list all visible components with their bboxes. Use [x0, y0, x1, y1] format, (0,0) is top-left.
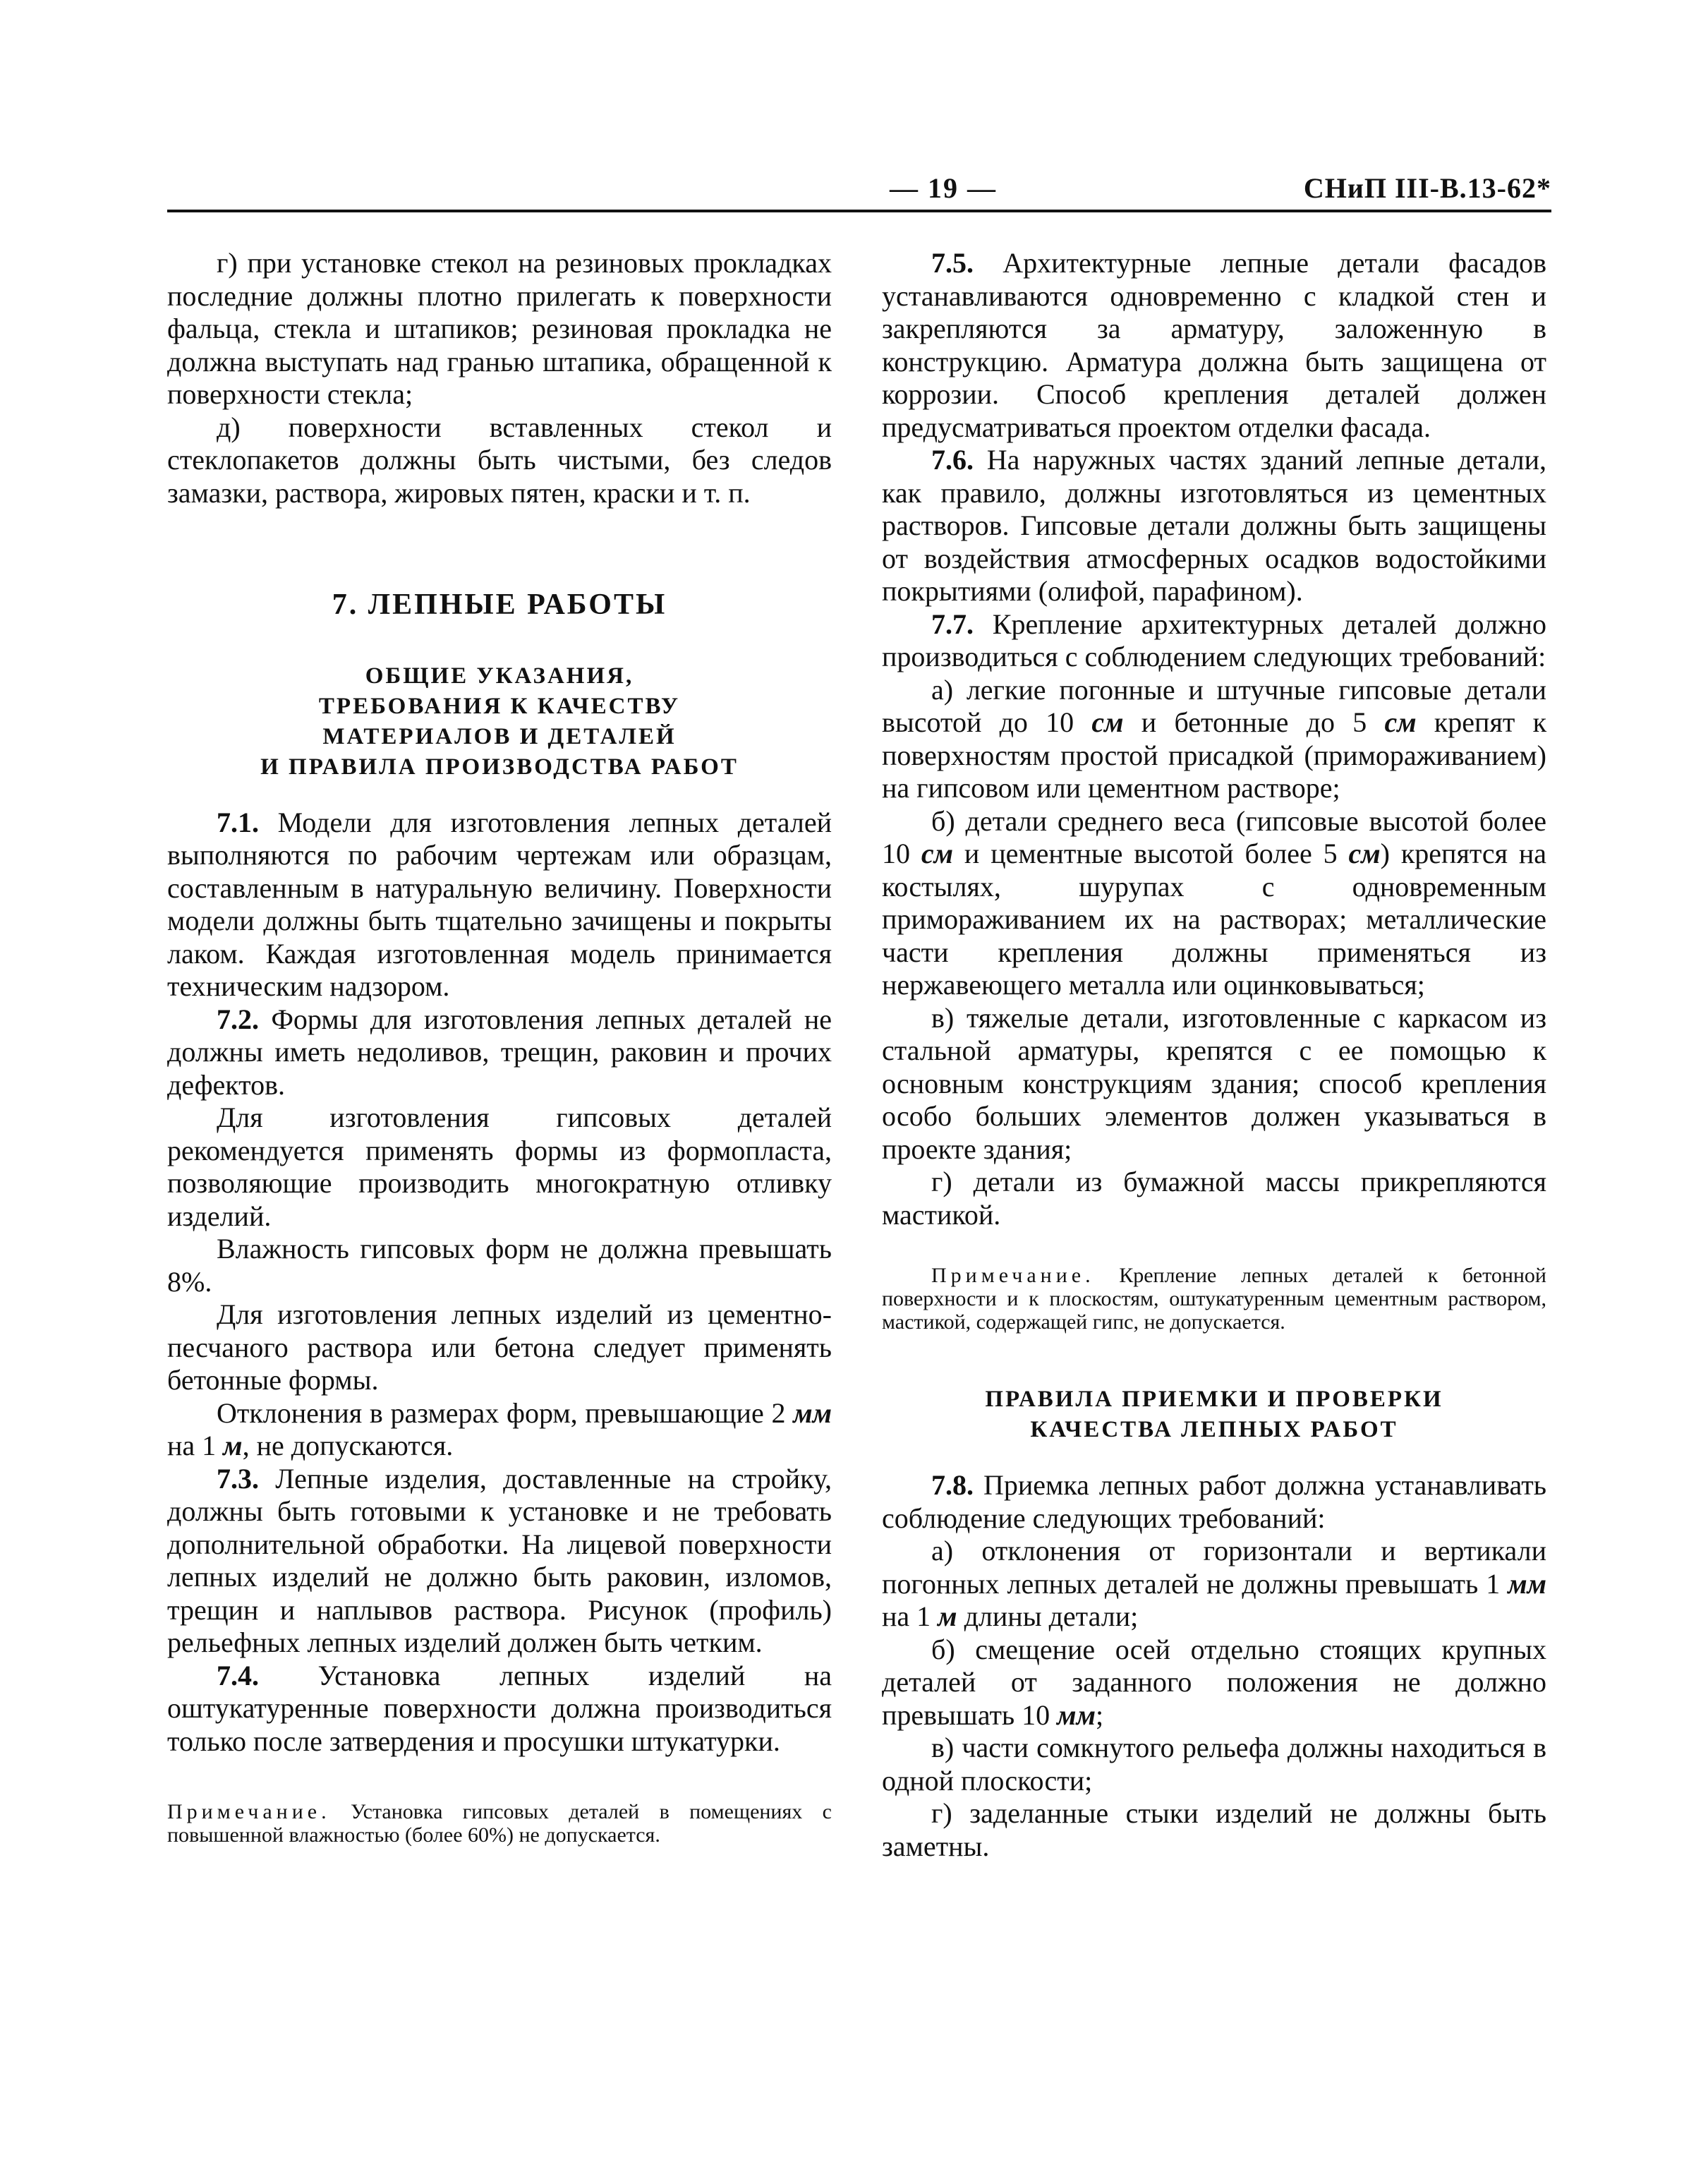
unit: м	[223, 1430, 243, 1461]
paragraph-text: Архитектурные лепные детали фасадов устанавливаются одновременно с кладкой стен и закрепляются за арматуру, заложенную в конструкцию. Арматура должна быть защищена от коррозии. Способ крепления деталей должен предусматриваться проектом отделки фасада.	[882, 247, 1546, 443]
page-number: — 19 —	[890, 172, 997, 204]
paragraph-text: ;	[1095, 1698, 1104, 1731]
paragraph-text: а) отклонения от горизонтали и вертикали погонных лепных деталей не должны превышать 1	[882, 1535, 1546, 1600]
paragraph-text: б) смещение осей отдельно стоящих крупных деталей от заданного положения не должно превышать 10	[882, 1633, 1546, 1731]
note-label: Примечание.	[167, 1800, 331, 1823]
section-title: 7. ЛЕПНЫЕ РАБОТЫ	[332, 588, 667, 621]
paragraph-7-1	[167, 807, 832, 1003]
subtitle-line: МАТЕРИАЛОВ И ДЕТАЛЕЙ	[322, 723, 677, 749]
paragraph-text: б) детали среднего веса (гипсовые высотой более 10	[882, 804, 1546, 869]
note-left	[167, 1800, 832, 1847]
unit: см	[1091, 706, 1124, 738]
unit: см	[921, 838, 954, 869]
left-column	[167, 247, 832, 1847]
clause-number: 7.5.	[931, 247, 974, 279]
subtitle-line: ТРЕБОВАНИЯ К КАЧЕСТВУ	[318, 693, 681, 719]
list-item-b	[882, 1634, 1546, 1732]
paragraph-text: на 1	[167, 1430, 224, 1461]
paragraph-7-2-d: Для изготовления лепных изделий из цементно-песчаного раствора или бетона следует применять бетонные формы.	[167, 1298, 832, 1396]
unit: мм	[793, 1396, 832, 1429]
clause-number: 7.2.	[217, 1003, 259, 1035]
unit: см	[1348, 838, 1381, 869]
clause-number: 7.7.	[931, 608, 974, 640]
clause-number: 7.3.	[217, 1462, 259, 1495]
list-item-v: в) части сомкнутого рельефа должны находиться в одной плоскости;	[882, 1732, 1546, 1797]
paragraph-text: Приемка лепных работ должна устанавливать соблюдение следующих требований:	[882, 1469, 1546, 1534]
paragraph-7-5	[882, 247, 1546, 444]
paragraph-text: Установка лепных изделий на оштукатуренные поверхности должна производиться только после затвердения и просушки штукатурки.	[167, 1659, 832, 1757]
paragraph-text: а) легкие погонные и штучные гипсовые детали высотой до 10	[882, 673, 1546, 738]
page-header	[167, 171, 1551, 212]
right-column	[882, 247, 1546, 1863]
paragraph-7-2-e	[167, 1397, 832, 1463]
paragraph-text: Формы для изготовления лепных деталей не должны иметь недоливов, трещин, раковин и прочих дефектов.	[167, 1003, 832, 1101]
list-item-g: г) детали из бумажной массы прикрепляются мастикой.	[882, 1166, 1546, 1231]
paragraph-7-6	[882, 444, 1546, 608]
subtitle-line: И ПРАВИЛА ПРОИЗВОДСТВА РАБОТ	[260, 754, 739, 780]
unit: мм	[1057, 1698, 1096, 1731]
paragraph-text: Крепление архитектурных деталей должно производиться с соблюдением следующих требований:	[882, 608, 1546, 672]
paragraph-text: длины детали;	[957, 1600, 1139, 1632]
paragraph-text: На наружных частях зданий лепные детали, как правило, должны изготовляться из цементных растворов. Гипсовые детали должны быть защищены от воздействия атмосферных осадков водостойкими покрытиями (олифой, парафином).	[882, 444, 1546, 607]
clause-number: 7.4.	[217, 1659, 259, 1691]
section-subtitle	[167, 661, 832, 783]
paragraph-text: Модели для изготовления лепных деталей выполняются по рабочим чертежам или образцам, составленным в натуральную величину. Поверхности модели должны быть тщательно зачищены и покрыты лаком. Каждая изготовленная модель принимается техническим надзором.	[167, 806, 832, 1002]
paragraph-7-7	[882, 608, 1546, 674]
note-text: Крепление лепных деталей к бетонной поверхности и к плоскостям, оштукатуренным цементным раствором, мастикой, содержащей гипс, не допускается.	[882, 1264, 1546, 1334]
list-item-b	[882, 805, 1546, 1002]
clause-number: 7.1.	[217, 806, 259, 838]
document-code: СНиП III-В.13-62*	[1303, 172, 1551, 204]
section-subtitle	[882, 1384, 1546, 1445]
paragraph-7-2	[167, 1003, 832, 1102]
paragraph-text: крепят к поверхностям простой присадкой (примораживанием) на гипсовом или цементном растворе;	[882, 706, 1546, 804]
unit: м	[938, 1600, 957, 1632]
paragraph-text: и бетонные до 5	[1123, 706, 1385, 738]
header-rule	[167, 210, 1551, 212]
paragraph-text: и цементные высотой более 5	[953, 838, 1349, 869]
note-right	[882, 1264, 1546, 1334]
paragraph-7-4	[167, 1660, 832, 1758]
list-item-g: г) заделанные стыки изделий не должны быть заметны.	[882, 1797, 1546, 1862]
note-text: Установка гипсовых деталей в помещениях с повышенной влажностью (более 60%) не допускается.	[167, 1800, 832, 1847]
subtitle-line: КАЧЕСТВА ЛЕПНЫХ РАБОТ	[1030, 1417, 1398, 1442]
paragraph-text: , не допускаются.	[242, 1430, 454, 1461]
unit: мм	[1508, 1567, 1546, 1600]
paragraph-7-2-c: Влажность гипсовых форм не должна превышать 8%.	[167, 1233, 832, 1298]
list-item-v: в) тяжелые детали, изготовленные с каркасом из стальной арматуры, крепятся с ее помощью к основным конструкциям здания; способ крепления особо больших элементов должен указываться в проекте здания;	[882, 1001, 1546, 1165]
paragraph-7-8	[882, 1469, 1546, 1535]
list-item-d: д) поверхности вставленных стекол и стеклопакетов должны быть чистыми, без следов замазки, раствора, жировых пятен, краски и т. п.	[167, 411, 832, 509]
paragraph-7-3	[167, 1463, 832, 1660]
paragraph-text: на 1	[882, 1600, 938, 1632]
paragraph-text: ) крепятся на костылях, шурупах с одновременным примораживанием их на растворах; металлические части крепления должны применяться из нержавеющего металла или оцинковываться;	[882, 838, 1547, 1001]
paragraph-text: Лепные изделия, доставленные на стройку, должны быть готовыми к установке и не требовать дополнительной обработки. На лицевой поверхности лепных изделий не должно быть раковин, изломов, трещин и наплывов раствора. Рисунок (профиль) рельефных лепных изделий должен быть четким.	[167, 1462, 832, 1658]
subtitle-line: ОБЩИЕ УКАЗАНИЯ,	[365, 663, 634, 689]
list-item-a	[882, 1535, 1546, 1634]
note-label: Примечание.	[931, 1264, 1095, 1287]
unit: см	[1384, 706, 1417, 738]
list-item-a	[882, 674, 1546, 805]
clause-number: 7.8.	[931, 1469, 974, 1501]
subtitle-line: ПРАВИЛА ПРИЕМКИ И ПРОВЕРКИ	[985, 1387, 1443, 1412]
list-item-g: г) при установке стекол на резиновых прокладках последние должны плотно прилегать к поверхности фальца, стекла и штапиков; резиновая прокладка не должна выступать над гранью штапика, обращенной к поверхности стекла;	[167, 247, 832, 410]
paragraph-7-2-b: Для изготовления гипсовых деталей рекомендуется применять формы из формопласта, позволяющие производить многократную отливку изделий.	[167, 1101, 832, 1232]
paragraph-text: Отклонения в размерах форм, превышающие 2	[217, 1396, 794, 1429]
clause-number: 7.6.	[931, 444, 974, 476]
